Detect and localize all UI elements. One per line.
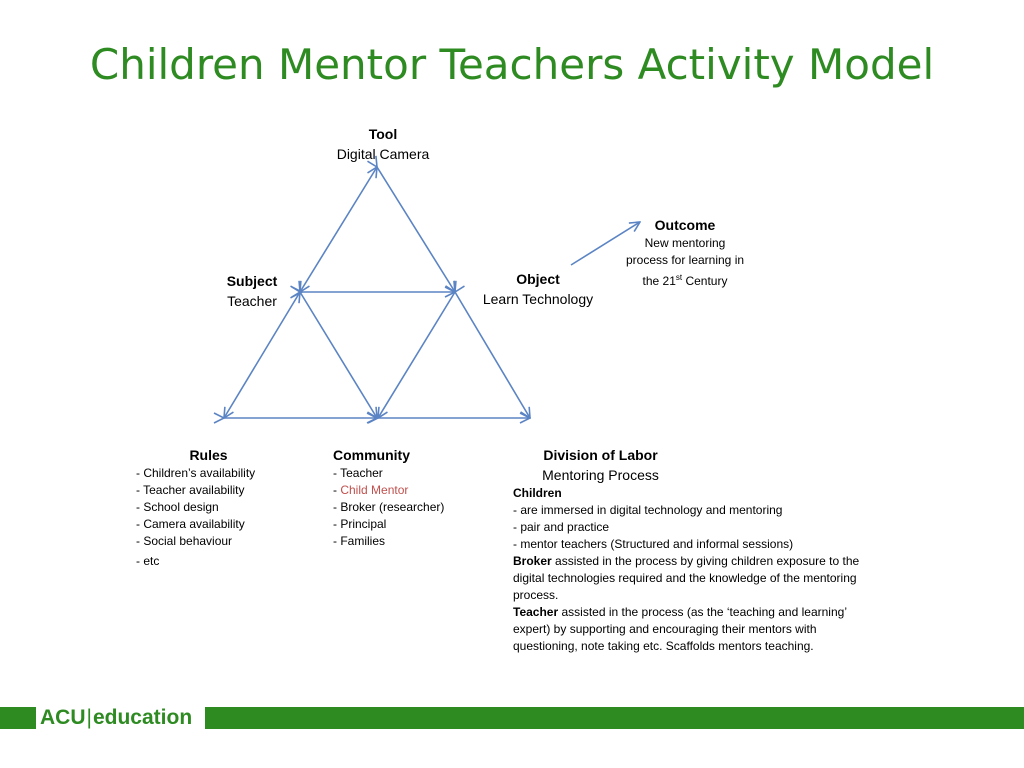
logo-education: education bbox=[92, 706, 193, 729]
arrow-object-to-community bbox=[378, 292, 455, 418]
division-children-item: - pair and practice bbox=[513, 520, 610, 534]
page-title: Children Mentor Teachers Activity Model bbox=[89, 40, 935, 89]
outcome-node bbox=[615, 216, 755, 290]
tool-node bbox=[318, 124, 448, 164]
logo-separator: | bbox=[86, 706, 92, 729]
rules-item: - School design bbox=[136, 500, 219, 514]
rules-item: - Teacher availability bbox=[136, 483, 245, 497]
subject-node bbox=[207, 271, 297, 311]
rules-item: - etc bbox=[136, 554, 160, 568]
object-heading: Object bbox=[516, 271, 560, 287]
subject-value: Teacher bbox=[227, 293, 277, 309]
rules-block bbox=[136, 445, 286, 570]
division-children-item: - mentor teachers (Structured and informal sessions) bbox=[513, 537, 794, 551]
community-item: - Principal bbox=[333, 517, 387, 531]
division-broker-text: assisted in the process by giving children exposure to the digital technologies required and the knowledge of the mentoring process. bbox=[513, 554, 860, 602]
division-broker-paragraph bbox=[513, 553, 878, 604]
community-item-child-mentor: Child Mentor bbox=[340, 483, 409, 497]
object-value: Learn Technology bbox=[482, 291, 594, 307]
division-subheading: Mentoring Process bbox=[542, 467, 659, 483]
arrow-subject-to-community bbox=[300, 292, 377, 418]
logo-acu: ACU bbox=[40, 706, 86, 729]
division-teacher-text: assisted in the process (as the ‘teaching and learning’ expert) by supporting and encouraging their mentors with questioning, note taking etc. Scaffolds mentors teaching. bbox=[513, 605, 847, 653]
outcome-line1: New mentoring bbox=[644, 236, 726, 250]
division-broker-label: Broker bbox=[513, 554, 552, 568]
subject-heading: Subject bbox=[226, 273, 278, 289]
community-item: - Teacher bbox=[333, 466, 383, 480]
outcome-line3 bbox=[615, 269, 755, 290]
acu-education-logo bbox=[40, 705, 192, 731]
division-children-label: Children bbox=[513, 486, 562, 500]
community-item: - Broker (researcher) bbox=[333, 500, 445, 514]
rules-heading: Rules bbox=[189, 447, 228, 463]
rules-item: - Camera availability bbox=[136, 517, 245, 531]
division-block bbox=[513, 445, 878, 655]
community-item bbox=[333, 482, 483, 499]
arrow-object-to-division bbox=[455, 292, 530, 418]
footer-bar-right bbox=[205, 707, 1024, 729]
arrow-tool-to-object bbox=[377, 167, 455, 292]
tool-heading: Tool bbox=[368, 126, 398, 142]
division-teacher-paragraph bbox=[513, 604, 878, 655]
outcome-heading: Outcome bbox=[654, 217, 716, 233]
division-heading: Division of Labor bbox=[543, 447, 658, 463]
division-children-item: - are immersed in digital technology and mentoring bbox=[513, 503, 783, 517]
outcome-line2: process for learning in bbox=[625, 253, 745, 267]
rules-item: - Social behaviour bbox=[136, 534, 233, 548]
object-node bbox=[468, 269, 608, 309]
community-item-dash: - bbox=[333, 483, 341, 497]
outcome-line3-pre: the 21 bbox=[642, 274, 676, 288]
outcome-line3-sup: st bbox=[675, 273, 683, 282]
tool-value: Digital Camera bbox=[336, 146, 430, 162]
community-block bbox=[333, 445, 483, 550]
rules-item: - Children’s availability bbox=[136, 466, 256, 480]
footer-bar-left bbox=[0, 707, 36, 729]
community-heading: Community bbox=[333, 447, 410, 463]
division-teacher-label: Teacher bbox=[513, 605, 559, 619]
community-item: - Families bbox=[333, 534, 386, 548]
outcome-line3-post: Century bbox=[682, 274, 728, 288]
arrow-subject-to-tool bbox=[300, 167, 377, 292]
